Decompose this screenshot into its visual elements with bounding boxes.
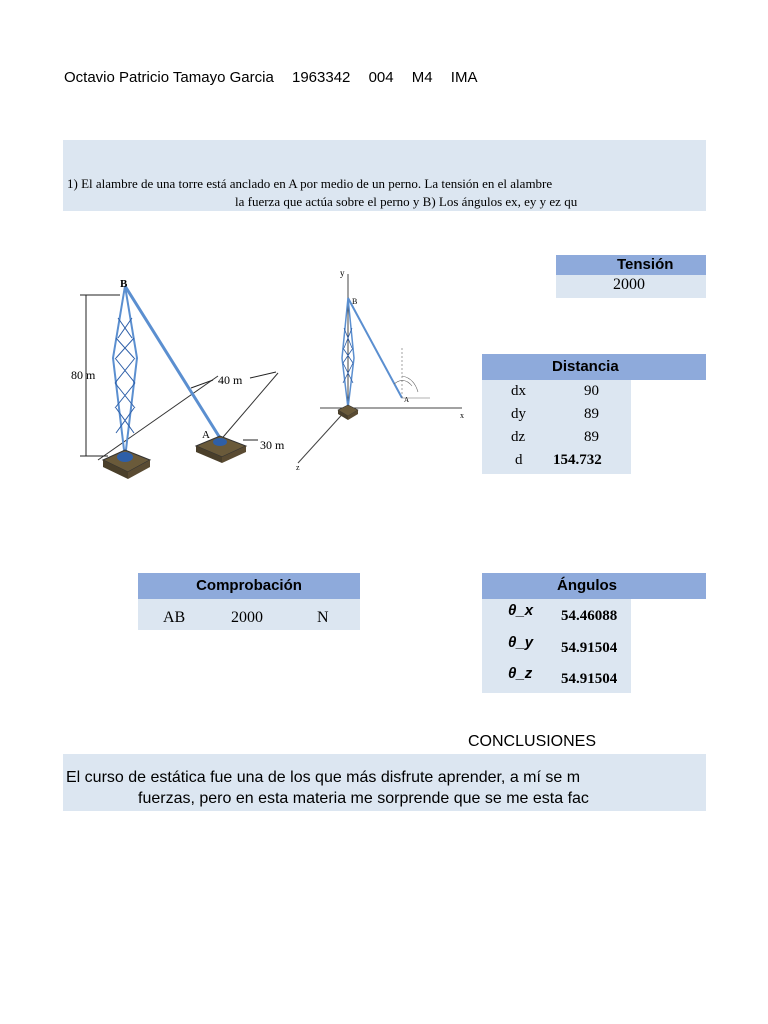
tower-foot [117, 452, 133, 462]
tension-value: 2000 [613, 276, 645, 293]
tension-header: Tensión [617, 256, 674, 273]
y-axis-label: y [340, 268, 345, 278]
conclusions-title: CONCLUSIONES [468, 733, 597, 750]
angle-label-z: θ_z [508, 665, 533, 682]
check-value: 2000 [231, 609, 263, 626]
student-name: Octavio Patricio Tamayo Garcia [64, 69, 274, 86]
check-header: Comprobación [138, 573, 360, 599]
group-number: 004 [368, 69, 394, 86]
distance-value-dy: 89 [584, 406, 599, 422]
distance-value-d: 154.732 [553, 452, 602, 468]
distance-label-dy: dy [511, 406, 526, 422]
career-label: IMA [450, 69, 478, 86]
distance-value-dx: 90 [584, 383, 599, 399]
angle-value-y: 54.91504 [561, 640, 618, 656]
tower-figure [68, 268, 300, 490]
tower-lattice [115, 318, 135, 433]
student-id: 1963342 [291, 69, 351, 86]
student-header [64, 69, 491, 86]
distance-label-dx: dx [511, 383, 526, 399]
dimension-line [250, 372, 276, 378]
angle-value-x: 54.46088 [561, 608, 618, 624]
distance-label-d: d [515, 452, 523, 468]
angle-label-x: θ_x [508, 602, 534, 619]
distance-value-dz: 89 [584, 429, 599, 445]
tension-table [556, 255, 706, 298]
angles-header: Ángulos [557, 577, 617, 594]
point-b-label: B [120, 278, 128, 290]
axes-figure [290, 268, 470, 473]
anchor-bolt [213, 438, 227, 446]
problem-line-2: la fuerza que actúa sobre el perno y B) Los ángulos ex, ey y ez qu [235, 194, 578, 209]
distance-30-label: 30 m [260, 438, 285, 452]
check-label: AB [163, 609, 186, 626]
module-label: M4 [411, 69, 433, 86]
cable-ab [125, 286, 220, 438]
conclusions-line-1: El curso de estática fue una de los que más disfrute aprender, a mí se m [66, 769, 581, 786]
angle-arc [394, 380, 412, 386]
height-label: 80 m [71, 368, 96, 382]
distance-header: Distancia [552, 358, 619, 375]
angle-value-z: 54.91504 [561, 671, 618, 687]
angles-table [482, 573, 706, 693]
check-unit: N [317, 609, 329, 626]
problem-line-1: 1) El alambre de una torre está anclado en A por medio de un perno. La tensión en el alambre [67, 176, 553, 191]
point-a-label: A [202, 429, 210, 441]
cable-small [348, 298, 402, 398]
z-axis-label: z [296, 463, 300, 472]
conclusions-line-2: fuerzas, pero en esta materia me sorprende que se me esta fac [138, 790, 589, 807]
z-axis [298, 408, 348, 463]
conclusions-box [63, 754, 706, 811]
distance-40-label: 40 m [218, 373, 243, 387]
point-a-label-small: A [404, 396, 410, 404]
point-b-label-small: B [352, 297, 358, 306]
problem-statement [63, 140, 706, 211]
x-axis-label: x [460, 411, 464, 420]
distance-table [482, 354, 706, 474]
check-table [138, 573, 360, 630]
angle-label-y: θ_y [508, 634, 534, 651]
distance-label-dz: dz [511, 429, 526, 445]
